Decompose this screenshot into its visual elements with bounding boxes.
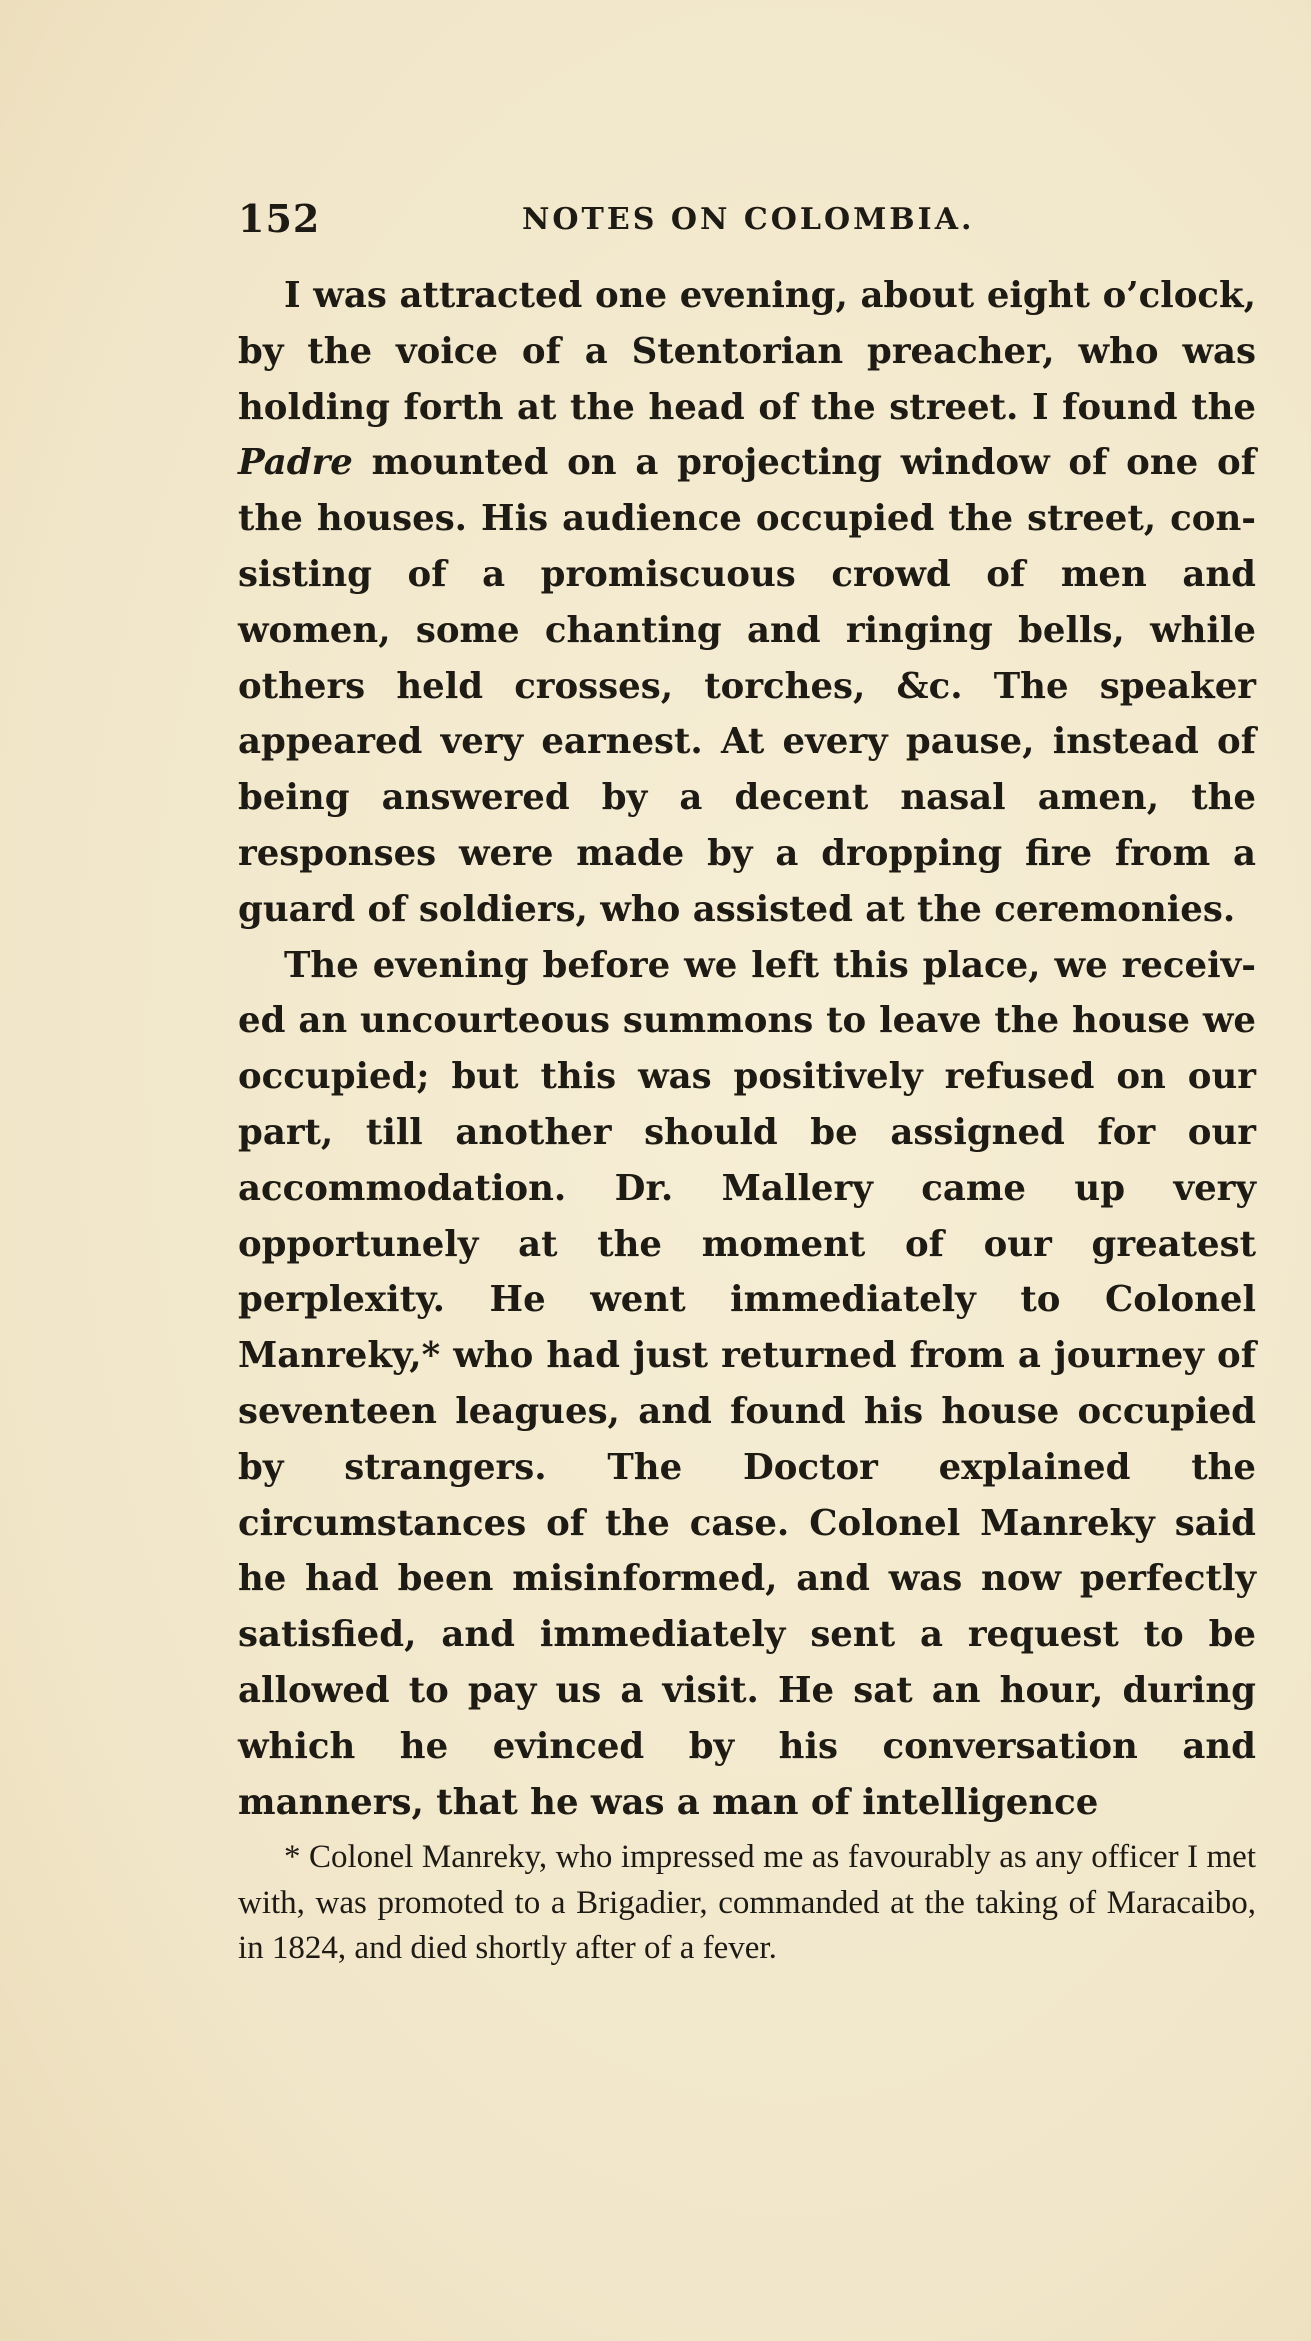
page-number: 152: [238, 196, 321, 241]
page-header: [238, 196, 1058, 246]
paragraph-2: The evening before we left this place, we received an uncourteous summons to leave the house we occupied; but this was positively refused on our part, till another should be assigned for our accommodation. Dr. Mallery came up very opportunely at the moment of our greatest perplexity. He went immediately to Colonel Manreky,* who had just returned from a journey of seventeen leagues, and found his house occupied by strangers. The Doctor explained the circumstances of the case. Colonel Manreky said he had been misinformed, and was now perfectly satisfied, and immediately sent a request to be allowed to pay us a visit. He sat an hour, during which he evinced by his conversation and manners, that he was a man of intelligence: [238, 944, 1256, 1823]
running-title: NOTES ON COLOMBIA.: [522, 202, 975, 237]
padre-italic: Padre: [238, 442, 353, 484]
body-text: [238, 268, 1256, 1830]
paragraph-1: [238, 268, 1256, 938]
paragraph-1-continued: mounted on a projecting window of one of the houses. His audience occupied the street, consisting of a promiscuous crowd of men and women, some chanting and ringing bells, while others held crosses, torches, &c. The speaker appeared very earnest. At every pause, instead of being answered by a decent nasal amen, the responses were made by a dropping fire from a guard of soldiers, who assisted at the ceremonies.: [238, 442, 1256, 930]
paragraph-1-text: I was attracted one evening, about eight o’clock, by the voice of a Stentorian preacher, who was holding forth at the head of the street. I found the: [238, 275, 1256, 428]
footnote: * Colonel Manreky, who impressed me as favourably as any officer I met with, was promoted to a Brigadier, commanded at the taking of Maracaibo, in 1824, and died shortly after of a fever.: [238, 1839, 1256, 1966]
